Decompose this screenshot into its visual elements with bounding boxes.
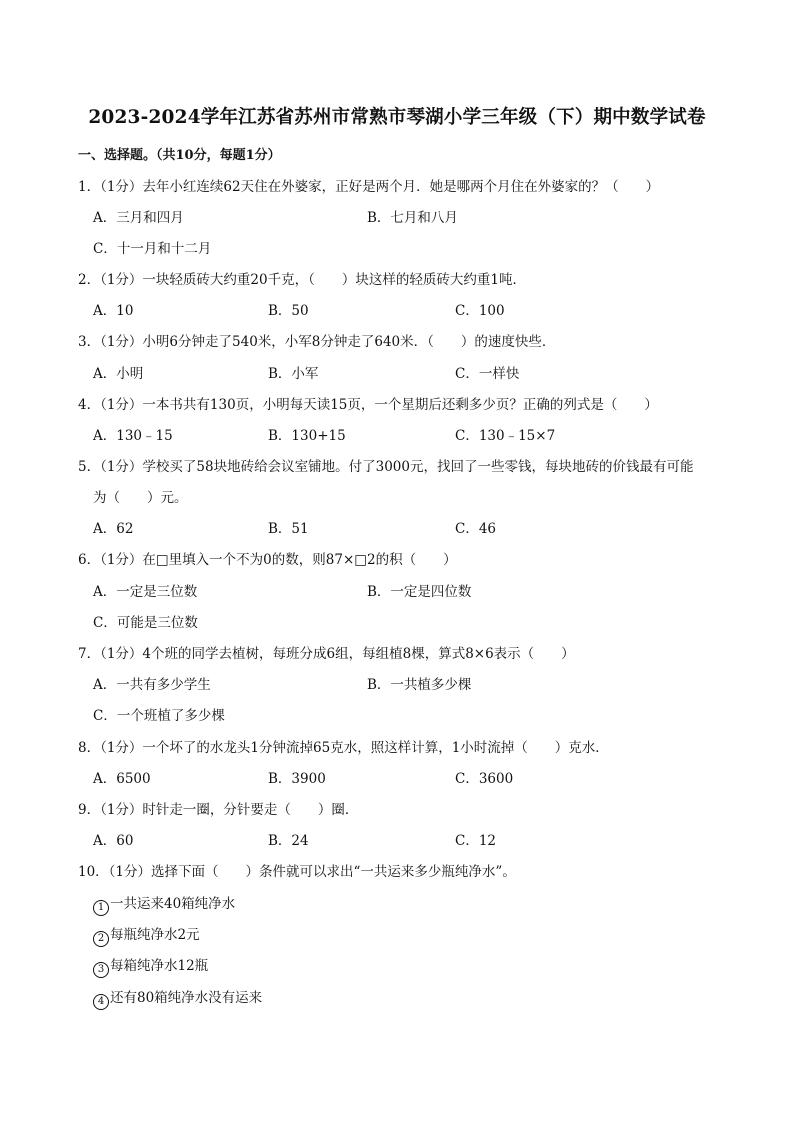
q8-option-b[interactable]: B．3900	[268, 771, 326, 787]
q3-option-a[interactable]: A．小明	[93, 366, 144, 382]
q5-option-b[interactable]: B．51	[268, 521, 309, 537]
question-1: 1．（1分）去年小红连续62天住在外婆家，正好是两个月．她是哪两个月住在外婆家的？（ ）	[78, 179, 660, 195]
section-heading: 一、选择题。（共10分，每题1分）	[78, 148, 281, 163]
q9-option-b[interactable]: B．24	[268, 833, 309, 849]
q9-option-a[interactable]: A．60	[93, 833, 134, 849]
q4-option-c[interactable]: C．130﹣15×7	[455, 428, 556, 444]
q7-option-b[interactable]: B．一共植多少棵	[367, 677, 472, 693]
q7-option-a[interactable]: A．一共有多少学生	[93, 677, 211, 693]
condition-text: 还有80箱纯净水没有运来	[110, 990, 263, 1006]
q1-option-a[interactable]: A．三月和四月	[93, 210, 184, 226]
q4-option-a[interactable]: A．130﹣15	[93, 428, 173, 444]
circled-number-3: 3	[93, 962, 109, 978]
q2-option-a[interactable]: A．10	[93, 303, 134, 319]
circled-number-2: 2	[93, 931, 109, 947]
q1-option-b[interactable]: B．七月和八月	[367, 210, 458, 226]
q7-option-c[interactable]: C．一个班植了多少棵	[93, 708, 225, 724]
condition-text: 每箱纯净水12瓶	[110, 958, 209, 974]
q4-option-b[interactable]: B．130+15	[268, 428, 346, 444]
q8-option-a[interactable]: A．6500	[93, 771, 151, 787]
q6-option-b[interactable]: B．一定是四位数	[367, 584, 472, 600]
question-5: 5．（1分）学校买了58块地砖给会议室铺地。付了3000元，找回了一些零钱，每块地砖的价钱最有可能	[78, 459, 694, 475]
q6-option-c[interactable]: C．可能是三位数	[93, 615, 198, 631]
question-2: 2．（1分）一块轻质砖大约重20千克，（ ）块这样的轻质砖大约重1吨．	[78, 272, 526, 288]
q10-condition-3[interactable]	[93, 954, 208, 978]
question-9: 9．（1分）时针走一圈，分针要走（ ）圈．	[78, 802, 359, 818]
page-title: 2023-2024学年江苏省苏州市常熟市琴湖小学三年级（下）期中数学试卷	[88, 107, 706, 128]
q10-condition-2[interactable]	[93, 923, 200, 947]
q2-option-c[interactable]: C．100	[455, 303, 505, 319]
q2-option-b[interactable]: B．50	[268, 303, 309, 319]
question-7: 7．（1分）4个班的同学去植树，每班分成6组，每组植8棵，算式8×6表示（ ）	[78, 646, 575, 662]
question-4: 4．（1分）一本书共有130页，小明每天读15页，一个星期后还剩多少页？正确的列式是（ ）	[78, 397, 658, 413]
circled-number-1: 1	[93, 900, 109, 916]
q9-option-c[interactable]: C．12	[455, 833, 497, 849]
question-6: 6．（1分）在□里填入一个不为0的数，则87×□2的积（ ）	[78, 552, 457, 568]
q8-option-c[interactable]: C．3600	[455, 771, 514, 787]
q6-option-a[interactable]: A．一定是三位数	[93, 584, 198, 600]
q10-condition-4[interactable]	[93, 986, 262, 1010]
circled-number-4: 4	[93, 994, 109, 1010]
q3-option-b[interactable]: B．小军	[268, 366, 319, 382]
question-10: 10．（1分）选择下面（ ）条件就可以求出“一共运来多少瓶纯净水”。	[78, 864, 516, 880]
question-8: 8．（1分）一个坏了的水龙头1分钟流掉65克水，照这样计算，1小时流掉（ ）克水．	[78, 740, 609, 756]
question-5-continued: 为（ ）元。	[93, 490, 188, 506]
q3-option-c[interactable]: C．一样快	[455, 366, 520, 382]
question-3: 3．（1分）小明6分钟走了540米，小军8分钟走了640米．（ ）的速度快些．	[78, 334, 556, 350]
q10-condition-1[interactable]	[93, 892, 235, 916]
q5-option-c[interactable]: C．46	[455, 521, 497, 537]
condition-text: 一共运来40箱纯净水	[110, 896, 236, 912]
q1-option-c[interactable]: C．十一月和十二月	[93, 241, 212, 257]
condition-text: 每瓶纯净水2元	[110, 927, 200, 943]
q5-option-a[interactable]: A．62	[93, 521, 134, 537]
